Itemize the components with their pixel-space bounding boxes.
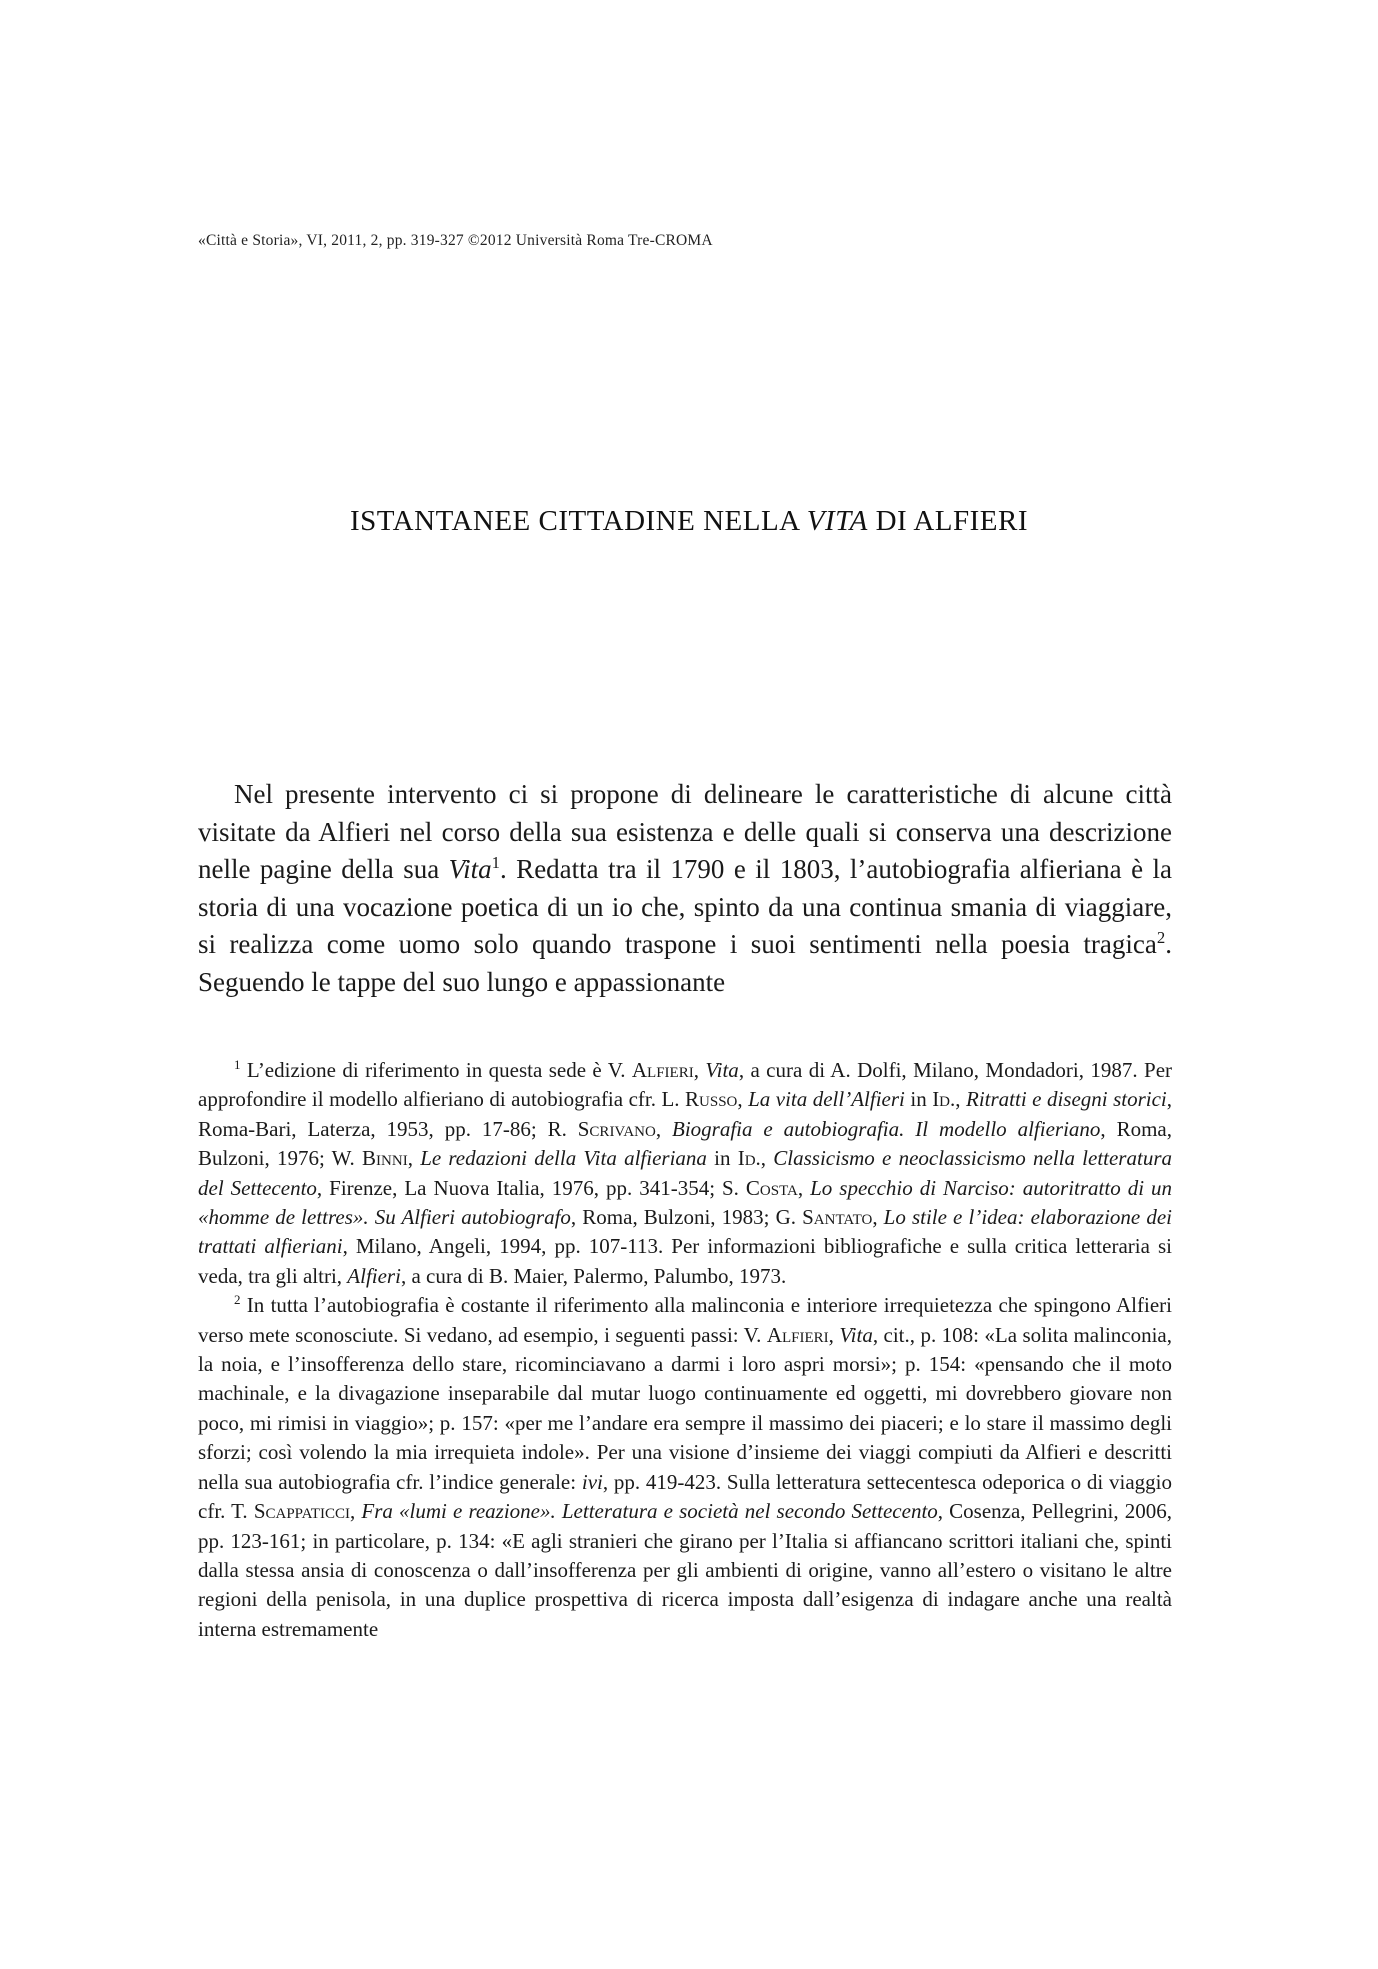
footnote-text-run: , <box>828 1322 840 1347</box>
footnote-ref-1[interactable]: 1 <box>491 853 500 872</box>
footnote-ref-2[interactable]: 2 <box>1156 928 1166 947</box>
footnote-text-run: , Roma-Bari, Laterza, 1953, pp. 17-86; R. <box>198 1087 1173 1141</box>
footnote-author-name: Alfieri <box>631 1058 694 1082</box>
footnote-author-name: Scrivano <box>577 1116 656 1141</box>
footnote-italic-title: ivi <box>581 1469 603 1494</box>
footnote-text-run: in <box>706 1146 738 1171</box>
footnote-italic-title: Vita <box>839 1322 873 1347</box>
footnote-text-run: , Roma, Bulzoni, 1983; G. <box>570 1205 803 1230</box>
footnote-number: 1 <box>234 1057 241 1072</box>
footnote-text-run: , Cosenza, Pellegrini, 2006, pp. 123-161; in particolare, p. 134: «E agli stranieri che girano per l’Italia si affiancano scrittori italiani che, spinti dalla stessa ansia di conoscenza o dall’insofferenza per gli ambienti di origine, vanno all’estero o visitano le altre regioni della penisola, in una duplice prospettiva di ricerca imposta dall’esigenza di indagare anche una realtà interna estremamente <box>198 1499 1172 1641</box>
footnote-italic-title: Le redazioni della Vita alfieriana <box>420 1146 707 1171</box>
footnote-text-run: In tutta l’autobiografia è costante il riferimento alla malinconia e interiore irrequietezza che spingono Alfieri verso mete sconosciute. Si vedano, ad esempio, i seguenti passi: V. <box>198 1293 1172 1347</box>
footnote-author-name: Scappaticci <box>253 1499 350 1524</box>
footnote-text-run: in <box>904 1087 933 1112</box>
footnote-text-run: , <box>797 1175 811 1200</box>
footnote-text-run: , Firenze, La Nuova Italia, 1976, pp. 341-354; S. <box>316 1175 746 1200</box>
article-title <box>0 505 1378 538</box>
title-prefix: ISTANTANEE CITTADINE NELLA <box>350 505 807 537</box>
body-text-part-1: Nel presente intervento ci si propone di delineare le caratteristiche di alcune città visitate da Alfieri nel corso della sua esistenza e delle quali si conserva una descrizione nelle pagine della sua <box>198 779 1172 884</box>
footnote-italic-title: Alfieri <box>347 1263 401 1288</box>
footnote-text-run: , Milano, Angeli, 1994, pp. 107-113. Per informazioni bibliografiche e sulla critica letteraria si veda, tra gli altri, <box>198 1234 1172 1288</box>
footnote-1 <box>198 1056 1172 1291</box>
footnote-italic-title: Vita <box>705 1058 739 1082</box>
footnote-italic-title: Lo stile e l’idea: elaborazione dei trattati alfieriani <box>198 1205 1172 1259</box>
footnote-text-run: , Roma, Bulzoni, 1976; W. <box>198 1116 1172 1171</box>
footnote-text-run: , a cura di B. Maier, Palermo, Palumbo, 1973. <box>400 1263 787 1288</box>
footnotes-section <box>198 1056 1172 1644</box>
footnote-text-run: , <box>737 1087 749 1112</box>
footnote-author-name: Id <box>932 1087 951 1112</box>
footnote-author-name: Santato <box>802 1205 873 1230</box>
title-italic-word: VITA <box>806 505 868 537</box>
footnote-text-run: , pp. 419-423. Sulla letteratura settecentesca odeporica o di viaggio cfr. T. <box>198 1469 1172 1524</box>
footnote-italic-title: Ritratti e disegni storici <box>966 1087 1167 1112</box>
footnote-text-run: ., <box>950 1087 966 1112</box>
title-suffix: DI ALFIERI <box>867 505 1028 537</box>
footnote-2 <box>198 1291 1172 1644</box>
body-italic-vita: Vita <box>448 854 492 884</box>
body-text-part-3: . Seguendo le tappe del suo lungo e appassionante <box>198 929 1172 997</box>
footnote-text-run: , a cura di A. Dolfi, Milano, Mondadori, 1987. Per approfondire il modello alfieriano di autobiografia cfr. L. <box>198 1058 1173 1112</box>
footnote-author-name: Id <box>737 1146 756 1171</box>
footnote-text-run: , <box>693 1058 706 1082</box>
footnote-text-run: L’edizione di riferimento in questa sede è V. <box>240 1058 632 1082</box>
body-text-part-2: . Redatta tra il 1790 e il 1803, l’autobiografia alfieriana è la storia di una vocazione poetica di un io che, spinto da una continua smania di viaggiare, si realizza come uomo solo quando traspone i suoi sentimenti nella poesia tragica <box>198 854 1172 959</box>
footnote-italic-title: Lo specchio di Narciso: autoritratto di un «homme de lettres». Su Alfieri autobiografo <box>198 1175 1173 1230</box>
footnote-author-name: Russo <box>685 1087 738 1112</box>
footnote-text-run: ., <box>755 1146 774 1171</box>
journal-citation-header: «Città e Storia», VI, 2011, 2, pp. 319-327 ©2012 Università Roma Tre-CROMA <box>198 232 713 249</box>
footnote-text-run: , cit., p. 108: «La solita malinconia, la noia, e l’insofferenza dello stare, ricominciavano a darmi i loro aspri morsi»; p. 154: «pensando che il moto machinale, e la divagazione inseparabile dal mutar luogo continuamente ed oggetti, mi dovrebbero giovare non poco, mi rimisi in viaggio»; p. 157: «per me l’andare era sempre il massimo dei piaceri; e lo stare il massimo degli sforzi; così volendo la mia irrequieta indole». Per una visione d’insieme dei viaggi compiuti da Alfieri e descritti nella sua autobiografia cfr. l’indice generale: <box>198 1322 1173 1494</box>
footnote-text <box>198 1293 1172 1640</box>
footnote-italic-title: Fra «lumi e reazione». Letteratura e società nel secondo Settecento <box>361 1499 938 1524</box>
footnote-text <box>198 1058 1172 1288</box>
footnote-italic-title: Biografia e autobiografia. Il modello alfieriano <box>672 1116 1101 1141</box>
footnote-italic-title: Classicismo e neoclassicismo nella letteratura del Settecento <box>198 1146 1172 1200</box>
footnote-italic-title: La vita dell’Alfieri <box>748 1087 905 1112</box>
footnote-text-run: , <box>349 1499 362 1524</box>
body-paragraph <box>198 776 1172 1001</box>
footnote-author-name: Costa <box>745 1175 798 1200</box>
footnote-author-name: Binni <box>362 1146 408 1171</box>
footnote-author-name: Alfieri <box>766 1322 829 1347</box>
footnote-text-run: , <box>872 1205 884 1230</box>
footnote-number: 2 <box>234 1292 241 1308</box>
footnote-text-run: , <box>407 1146 421 1171</box>
footnote-text-run: , <box>655 1116 672 1141</box>
